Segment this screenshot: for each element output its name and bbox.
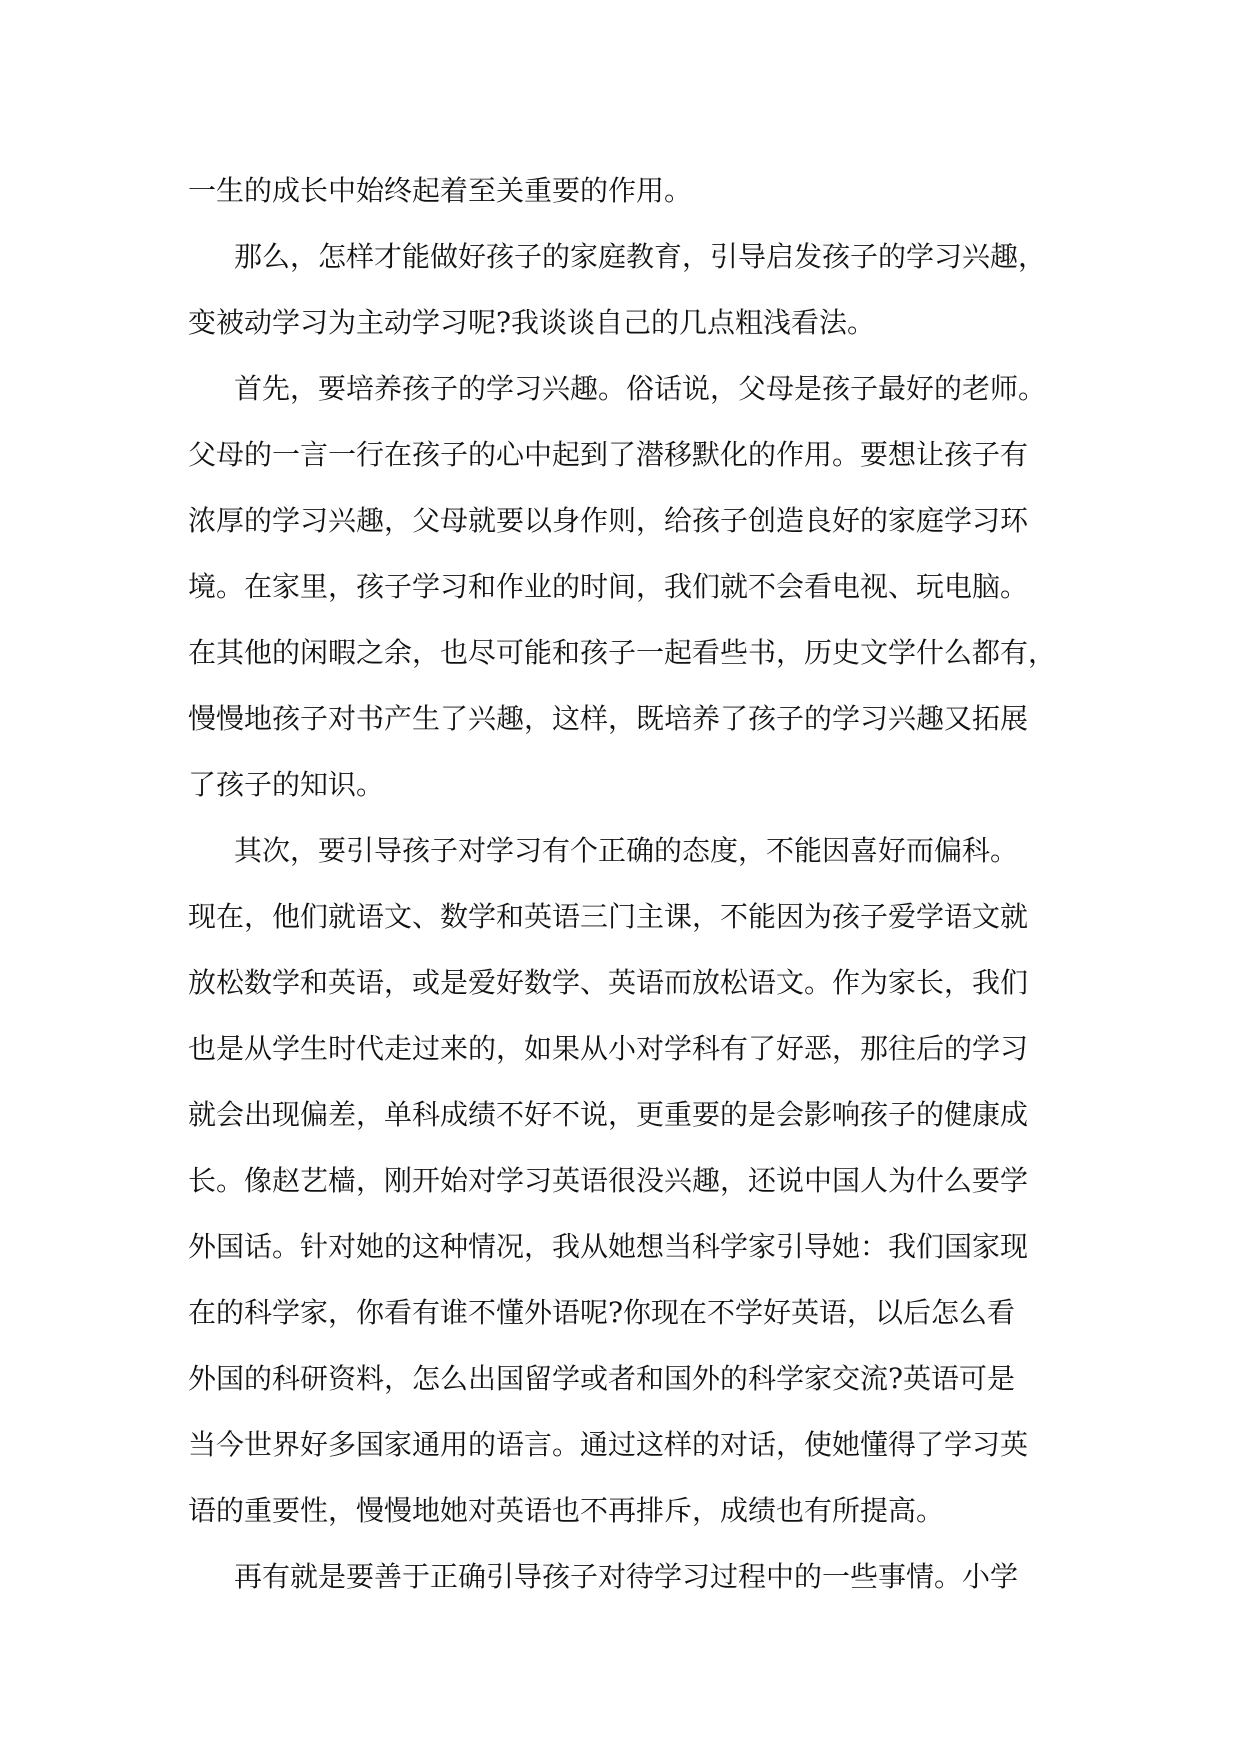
text-line: 当今世界好多国家通用的语言。通过这样的对话，使她懂得了学习英 [188, 1428, 1029, 1461]
text-line: 浓厚的学习兴趣，父母就要以身作则，给孩子创造良好的家庭学习环 [188, 504, 1029, 537]
text-line: 变被动学习为主动学习呢?我谈谈自己的几点粗浅看法。 [188, 306, 876, 339]
paragraph-start-line: 再有就是要善于正确引导孩子对待学习过程中的一些事情。小学 [234, 1560, 1019, 1593]
text-line: 父母的一言一行在孩子的心中起到了潜移默化的作用。要想让孩子有 [188, 438, 1029, 471]
text-line: 了孩子的知识。 [188, 768, 385, 801]
text-line: 语的重要性，慢慢地她对英语也不再排斥，成绩也有所提高。 [188, 1494, 945, 1527]
text-line: 外国的科研资料，怎么出国留学或者和国外的科学家交流?英语可是 [188, 1362, 1016, 1395]
text-line: 外国话。针对她的这种情况，我从她想当科学家引导她：我们国家现 [188, 1230, 1029, 1263]
paragraph-start-line: 首先，要培养孩子的学习兴趣。俗话说，父母是孩子最好的老师。 [234, 372, 1047, 405]
text-line: 慢慢地孩子对书产生了兴趣，这样，既培养了孩子的学习兴趣又拓展 [188, 702, 1029, 735]
text-line: 也是从学生时代走过来的，如果从小对学科有了好恶，那往后的学习 [188, 1032, 1029, 1065]
text-line: 一生的成长中始终起着至关重要的作用。 [188, 174, 693, 207]
text-line: 长。像赵艺樯，刚开始对学习英语很没兴趣，还说中国人为什么要学 [188, 1164, 1029, 1197]
document-body [188, 158, 1068, 1610]
text-line: 在的科学家，你看有谁不懂外语呢?你现在不学好英语，以后怎么看 [188, 1296, 1016, 1329]
text-line: 现在，他们就语文、数学和英语三门主课，不能因为孩子爱学语文就 [188, 900, 1029, 933]
paragraph-start-line: 其次，要引导孩子对学习有个正确的态度，不能因喜好而偏科。 [234, 834, 1019, 867]
text-line: 境。在家里，孩子学习和作业的时间，我们就不会看电视、玩电脑。 [188, 570, 1029, 603]
text-line: 就会出现偏差，单科成绩不好不说，更重要的是会影响孩子的健康成 [188, 1098, 1029, 1131]
paragraph-start-line: 那么，怎样才能做好孩子的家庭教育，引导启发孩子的学习兴趣， [234, 240, 1047, 273]
text-line: 放松数学和英语，或是爱好数学、英语而放松语文。作为家长，我们 [188, 966, 1029, 999]
text-line: 在其他的闲暇之余，也尽可能和孩子一起看些书，历史文学什么都有， [188, 636, 1057, 669]
